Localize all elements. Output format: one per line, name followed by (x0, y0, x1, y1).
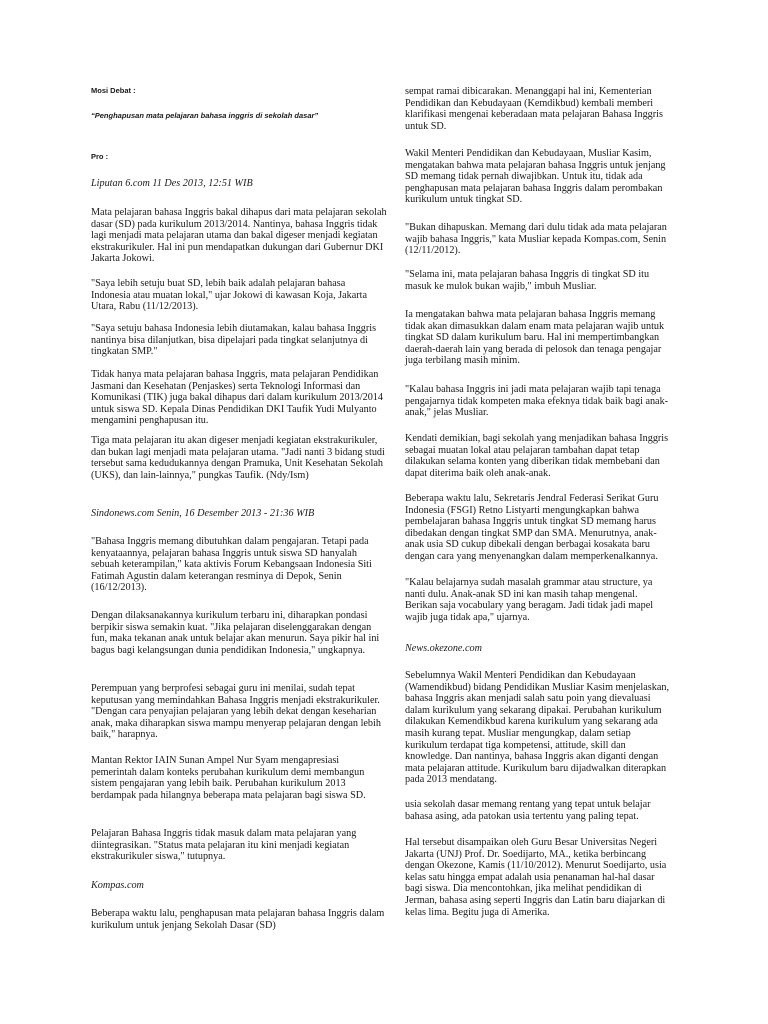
paragraph: Beberapa waktu lalu, penghapusan mata pelajaran bahasa Inggris dalam kurikulum untuk jenjang Sekolah Dasar (SD) (91, 908, 385, 931)
paragraph: Mantan Rektor IAIN Sunan Ampel Nur Syam mengapresiasi pemerintah dalam konteks perubahan kurikulum demi membangun sistem pengajaran yang lebih baik. Perubahan kurikulum 2013 berdampak pada hilangnya beberapa mata pelajaran bagi siswa SD. (91, 755, 366, 801)
paragraph: "Bukan dihapuskan. Memang dari dulu tidak ada mata pelajaran wajib bahasa Inggris," kata Musliar kepada Kompas.com, Senin (12/11/2012). (405, 222, 667, 257)
motion-title: “Penghapusan mata pelajaran bahasa inggris di sekolah dasar” (91, 111, 319, 120)
paragraph: Wakil Menteri Pendidikan dan Kebudayaan, Musliar Kasim, mengatakan bahwa mata pelajaran bahasa Inggris untuk jenjang SD memang tidak pernah diwajibkan. Untuk itu, tidak ada penghapusan mata pelajaran bahasa Inggris dalam perombakan kurikulum untuk tingkat SD. (405, 148, 666, 206)
paragraph: Kendati demikian, bagi sekolah yang menjadikan bahasa Inggris sebagai muatan lokal atau pelajaran tambahan dapat tetap dilakukan selama konten yang diberikan tidak membebani dan dapat diterima baik oleh anak-anak. (405, 433, 669, 479)
paragraph: Beberapa waktu lalu, Sekretaris Jendral Federasi Serikat Guru Indonesia (FSGI) Retno Listyarti mengungkapkan bahwa pembelajaran bahasa Inggris untuk tingkat SD memang harus dibedakan dengan tingkat SMP dan SMA. Menurutnya, anak-anak usia SD cukup dibekali dengan berbagai kosakata baru dengan cara yang menyenangkan dalam memperkenalkannya. (405, 493, 659, 562)
paragraph: Tiga mata pelajaran itu akan digeser menjadi kegiatan ekstrakurikuler, dan bukan lagi menjadi mata pelajaran utama. "Jadi nanti 3 bidang studi tersebut sama kedudukannya dengan Pramuka, Unit Kesehatan Sekolah (UKS), dan lain-lainnya," pungkas Taufik. (Ndy/Ism) (91, 435, 385, 481)
paragraph: Dengan dilaksanakannya kurikulum terbaru ini, diharapkan pondasi berpikir siswa semakin kuat. "Jika pelajaran diselenggarakan dengan fun, maka tekanan anak untuk belajar akan menurun. Saya pikir hal ini bagus bagi kelangsungan dunia pendidikan Indonesia," ungkapnya. (91, 610, 380, 656)
paragraph: Perempuan yang berprofesi sebagai guru ini menilai, sudah tepat keputusan yang memindahkan Bahasa Inggris menjadi ekstrakurikuler. "Dengan cara penyajian pelajaran yang lebih dekat dengan keseharian anak, maka diharapkan siswa mampu menyerap pelajaran dengan lebih baik," harapnya. (91, 683, 381, 741)
paragraph: "Saya setuju bahasa Indonesia lebih diutamakan, kalau bahasa Inggris nantinya bisa dilanjutkan, bisa dipelajari pada tingkat selanjutnya di tingkatan SMP." (91, 323, 377, 358)
paragraph: Hal tersebut disampaikan oleh Guru Besar Universitas Negeri Jakarta (UNJ) Prof. Dr. Soedijarto, MA., ketika berbincang dengan Okezone, Kamis (11/10/2012). Menurut Soedijarto, usia kelas satu hingga empat adalah usia penanaman hal-hal dasar bagi siswa. Dia mencontohkan, jika melihat pendidikan di Jerman, bahasa asing seperti Inggris dan Latin baru diajarkan di kelas lima. Begitu juga di Amerika. (405, 837, 667, 918)
paragraph: Mata pelajaran bahasa Inggris bakal dihapus dari mata pelajaran sekolah dasar (SD) pada kurikulum 2013/2014. Nantinya, bahasa Inggris tidak lagi menjadi mata pelajaran utama dan bakal digeser menjadi kegiatan ekstrakurikuler. Hal ini pun mendapatkan dukungan dari Gubernur DKI Jakarta Jokowi. (91, 207, 387, 265)
paragraph: Tidak hanya mata pelajaran bahasa Inggris, mata pelajaran Pendidikan Jasmani dan Kesehatan (Penjaskes) serta Teknologi Informasi dan Komunikasi (TIK) juga bakal dihapus dari dalam kurikulum 2013/2014 untuk siswa SD. Kepala Dinas Pendidikan DKI Taufik Yudi Mulyanto mengamini penghapusan itu. (91, 369, 383, 427)
paragraph: "Saya lebih setuju buat SD, lebih baik adalah pelajaran bahasa Indonesia atau muatan lokal," ujar Jokowi di kawasan Koja, Jakarta Utara, Rabu (11/12/2013). (91, 278, 368, 313)
source-kompas: Kompas.com (91, 880, 144, 891)
paragraph: sempat ramai dibicarakan. Menanggapi hal ini, Kementerian Pendidikan dan Kebudayaan (Kemdikbud) kembali memberi klarifikasi mengenai keberadaan mata pelajaran Bahasa Inggris untuk SD. (405, 86, 663, 132)
pro-label: Pro : (91, 152, 109, 161)
source-sindonews: Sindonews.com Senin, 16 Desember 2013 - 21:36 WIB (91, 508, 315, 519)
paragraph: "Bahasa Inggris memang dibutuhkan dalam pengajaran. Tetapi pada kenyataannya, pelajaran bahasa Inggris untuk siswa SD hanyalah sebuah keterampilan," kata aktivis Forum Kebangsaan Indonesia Siti Fatimah Agustin dalam keterangan resminya di Depok, Senin (16/12/2013). (91, 536, 372, 594)
source-liputan6: Liputan 6.com 11 Des 2013, 12:51 WIB (91, 178, 253, 189)
paragraph: Sebelumnya Wakil Menteri Pendidikan dan Kebudayaan (Wamendikbud) bidang Pendidikan Musliar Kasim menjelaskan, bahasa Inggris akan menjadi salah satu poin yang dievaluasi dalam kurikulum yang sekarang dipakai. Perubahan kurikulum dilakukan Kemendikbud karena kurikulum yang sekarang ada masih kurang tepat. Musliar mengungkap, dalam setiap kurikulum terdapat tiga kompetensi, attitude, skill dan knowledge. Dan nantinya, bahasa Inggris akan diganti dengan mata pelajaran attitude. Kurikulum baru dijadwalkan diterapkan pada 2013 mendatang. (405, 670, 669, 786)
source-okezone: News.okezone.com (405, 643, 482, 654)
paragraph: Pelajaran Bahasa Inggris tidak masuk dalam mata pelajaran yang diintegrasikan. "Status mata pelajaran itu kini menjadi kegiatan ekstrakurikuler siswa," tutupnya. (91, 828, 357, 863)
paragraph: "Selama ini, mata pelajaran bahasa Inggris di tingkat SD itu masuk ke mulok bukan wajib," imbuh Musliar. (405, 269, 650, 292)
paragraph: "Kalau bahasa Inggris ini jadi mata pelajaran wajib tapi tenaga pengajarnya tidak kompeten maka efeknya tidak baik bagi anak-anak," jelas Musliar. (405, 384, 669, 419)
paragraph: "Kalau belajarnya sudah masalah grammar atau structure, ya nanti dulu. Anak-anak SD ini kan masih tahap mengenal. Berikan saja vocabulary yang beragam. Jadi tidak jadi mapel wajib juga tidak apa," ujarnya. (405, 577, 654, 623)
paragraph: usia sekolah dasar memang rentang yang tepat untuk belajar bahasa asing, ada patokan usia tertentu yang paling tepat. (405, 799, 651, 822)
motion-label: Mosi Debat : (91, 86, 136, 95)
paragraph: Ia mengatakan bahwa mata pelajaran bahasa Inggris memang tidak akan dimasukkan dalam enam mata pelajaran wajib untuk tingkat SD dalam kurikulum baru. Hal ini mempertimbangkan daerah-daerah lain yang berada di pelosok dan tenaga pengajar juga terbilang masih minim. (405, 309, 665, 367)
